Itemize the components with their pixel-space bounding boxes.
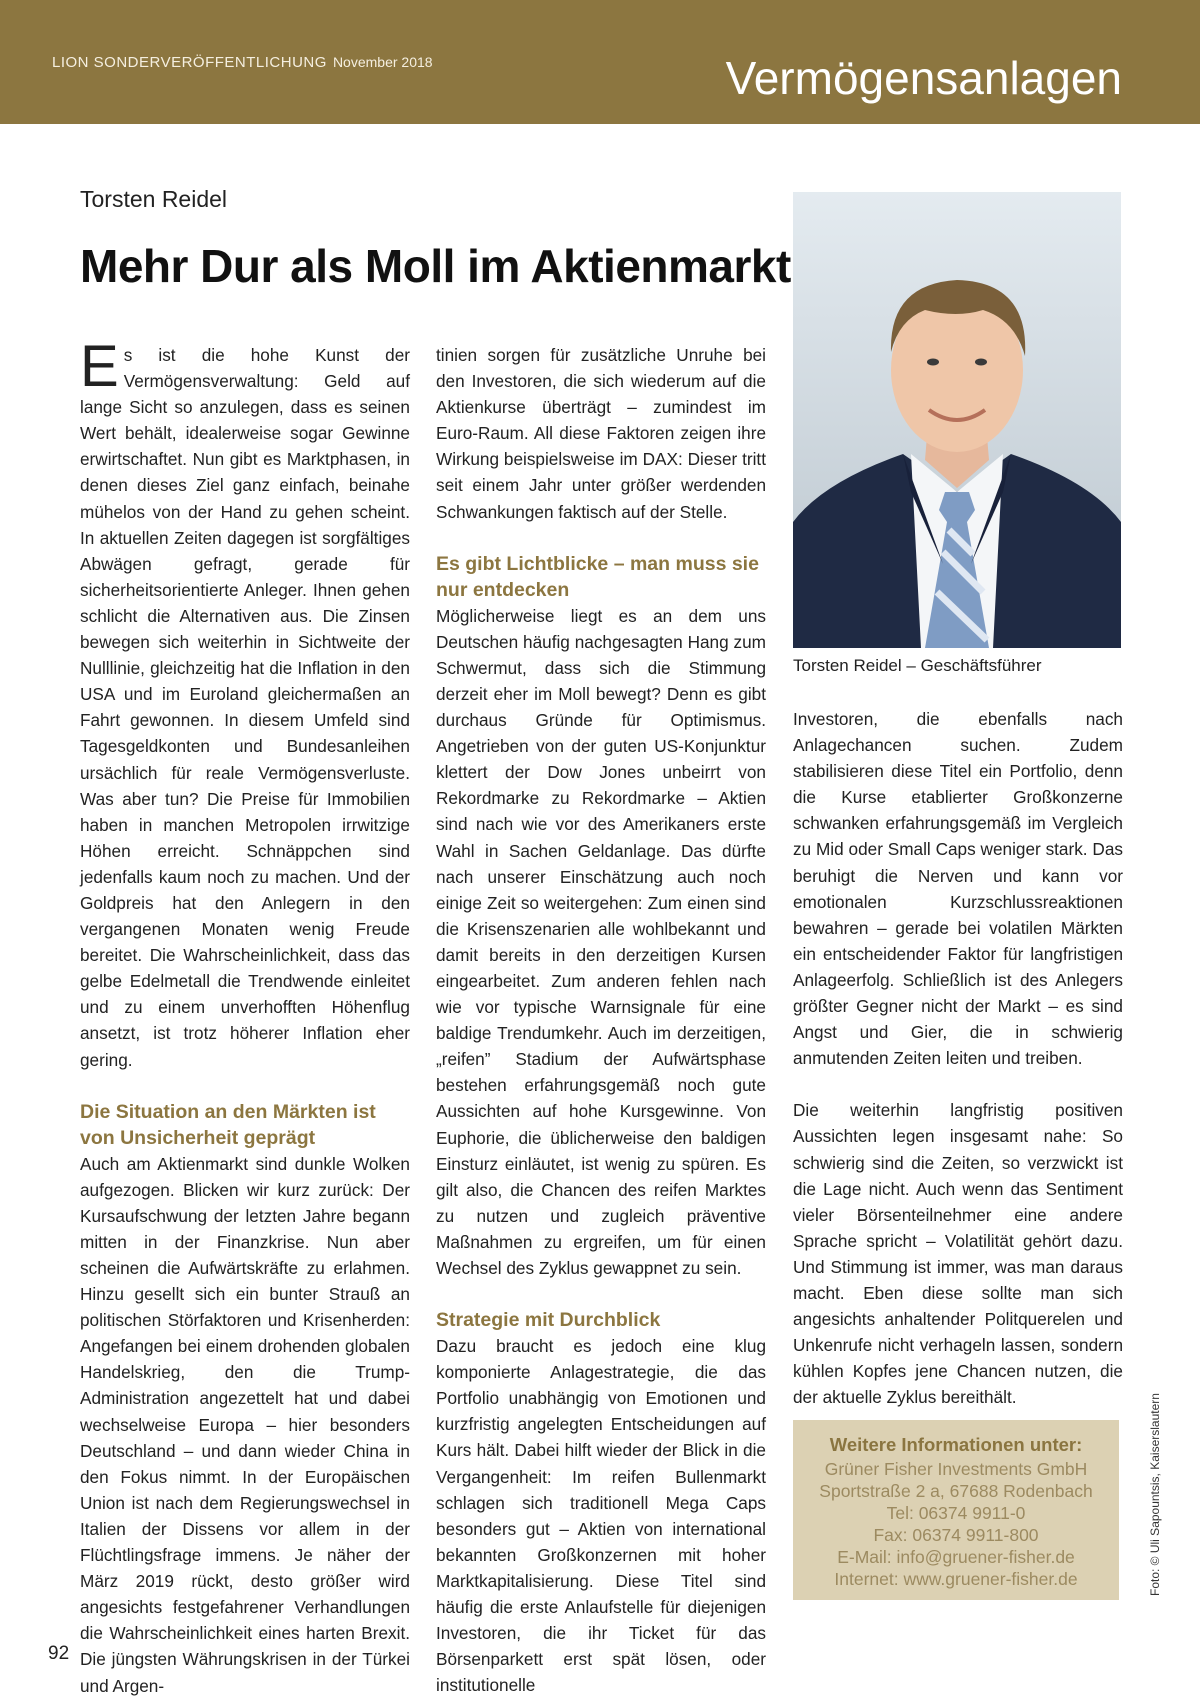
section-title: Vermögensanlagen <box>725 52 1122 104</box>
drop-cap: E <box>80 334 119 399</box>
paragraph-text: s ist die hohe Kunst der Vermögensverwaltung: Geld auf lange Sicht so anzulegen, dass es seinen Wert behält, idealerweise sogar Gewinne erwirtschaftet. Nun gibt es Marktphasen, in denen dieses Ziel ganz einfach, beinahe mühelos von der Hand zu gehen scheint. In aktuellen Zeiten dagegen ist sorgfältiges Abwägen gefragt, gerade für sicherheitsorientierte Anleger. Ihnen gehen schlicht die Alternativen aus. Die Zinsen bewegen sich weiterhin in Sichtweite der Nulllinie, gleichzeitig hat die Inflation in den USA und im Euroland gleichermaßen an Fahrt gewonnen. In diesem Umfeld sind Tagesgeldkonten und Bundesanleihen ursächlich für reale Vermögensverluste. Was aber tun? Die Preise für Immobilien haben in manchen Metropolen irrwitzige Höhen erreicht. Schnäppchen sind jedenfalls kaum noch zu machen. Und der Goldpreis hat den Anlegern in den vergangenen Monaten wenig Freude bereitet. Die Wahrscheinlichkeit, dass das gelbe Edelmetall die Trendwende einleitet und zu einem unverhofften Höhenflug ansetzt, ist trotz höherer Inflation eher gering. <box>80 345 410 1070</box>
info-email[interactable]: E-Mail: info@gruener-fisher.de <box>837 1547 1075 1567</box>
headline: Mehr Dur als Moll im Aktienmarkt <box>80 240 791 292</box>
photo-credit: Foto: © Uli Sapountsis, Kaiserslautern <box>1148 1393 1162 1596</box>
column-1 <box>80 334 410 1699</box>
issue-date: November 2018 <box>332 54 433 70</box>
publication-line <box>52 54 433 71</box>
portrait-illustration <box>793 192 1121 648</box>
info-address: Sportstraße 2 a, 67688 Rodenbach <box>819 1481 1093 1501</box>
subheading: Die Situation an den Märkten ist von Unsicherheit geprägt <box>80 1100 376 1149</box>
paragraph <box>80 334 410 1073</box>
page-number: 92 <box>48 1643 70 1664</box>
paragraph: tinien sorgen für zusätzliche Unruhe bei den Investoren, die sich wiederum auf die Aktienkurse überträgt – zumindest im Euro-Raum. All diese Faktoren zeigen ihre Wirkung beispielsweise im DAX: Dieser tritt seit einem Jahr unter größer werdenden Schwankungen faktisch auf der Stelle. <box>436 345 766 522</box>
header-band <box>0 0 1200 124</box>
author-name: Torsten Reidel <box>80 186 228 212</box>
paragraph: Auch am Aktienmarkt sind dunkle Wolken aufgezogen. Blicken wir kurz zurück: Der Kursaufschwung der letzten Jahre begann mitten in der Finanzkrise. Nun aber scheinen die Aufwärtskräfte zu erlahmen. Hinzu gesellt sich ein bunter Strauß an politischen Störfaktoren und Krisenherden: Angefangen bei einem drohenden globalen Handelskrieg, den die Trump-Administration angezettelt hat und dabei wechselweise Europa – hier besonders Deutschland – und dann wieder China in den Fokus nimmt. In der Europäischen Union ist nach dem Regierungswechsel in Italien der Dissens vor allem in der Flüchtlingsfrage immens. Je näher der März 2019 rückt, desto größer wird angesichts festgefahrener Verhandlungen die Wahrscheinlichkeit eines harten Brexit. Die jüngsten Währungskrisen in der Türkei und Argen- <box>80 1153 410 1696</box>
info-company: Grüner Fisher Investments GmbH <box>824 1459 1088 1479</box>
column-3 <box>793 706 1123 1410</box>
paragraph: Investoren, die ebenfalls nach Anlagechancen suchen. Zudem stabilisieren diese Titel ein Portfolio, denn die Kurse etablierter Großkonzerne schwanken erfahrungsgemäß im Vergleich zu Mid oder Small Caps weniger stark. Das beruhigt die Nerven und kann vor emotionalen Kurzschlussreaktionen bewahren – gerade bei volatilen Märkten ein entscheidender Faktor für langfristigen Anlageerfolg. Schließlich ist des Anlegers größter Gegner nicht der Markt – es sind Angst und Gier, die in schwierig anmutenden Zeiten leiten und treiben. <box>793 709 1123 1069</box>
paragraph: Möglicherweise liegt es an dem uns Deutschen häufig nachgesagten Hang zum Schwermut, dass sich die Stimmung derzeit eher im Moll bewegt? Denn es gibt durchaus Gründe für Optimismus. Angetrieben von der guten US-Konjunktur klettert der Dow Jones unbeirrt von Rekordmarke zu Rekordmarke – Aktien sind nach wie vor des Amerikaners erste Wahl in Sachen Geldanlage. Das dürfte nach unserer Einschätzung auch noch einige Zeit so weitergehen: Zum einen sind die Krisenszenarien alle wohlbekannt und damit bereits in den derzeitigen Kursen eingearbeitet. Zum anderen fehlen nach wie vor typische Warnsignale für eine baldige Trendumkehr. Auch im derzeitigen, „reifen” Stadium der Aufwärtsphase bestehen erfahrungsgemäß noch gute Aussichten auf hohe Kursgewinne. Von Euphorie, die üblicherweise den baldigen Einsturz einläutet, ist wenig zu spüren. Es gilt also, die Chancen des reifen Marktes zu nutzen und zugleich präventive Maßnahmen zu ergreifen, um für einen Wechsel des Zyklus gewappnet zu sein. <box>436 605 766 1278</box>
subheading: Es gibt Lichtblicke – man muss sie nur entdecken <box>436 552 759 601</box>
paragraph: Dazu braucht es jedoch eine klug komponierte Anlagestrategie, die das Portfolio unabhängig von Emotionen und kurzfristig angelegten Entscheidungen auf Kurs hält. Dabei hilft wieder der Blick in die Vergangenheit: Im reifen Bullenmarkt schlagen sich traditionell Mega Caps besonders gut – Aktien von international bekannten Großkonzernen mit hoher Marktkapitalisierung. Diese Titel sind häufig die erste Anlaufstelle für diejenigen Investoren, die ihr Ticket für das Börsenparkett erst spät lösen, oder institutionelle <box>436 1336 766 1696</box>
info-website[interactable]: Internet: www.gruener-fisher.de <box>834 1569 1078 1589</box>
photo-caption: Torsten Reidel – Geschäftsführer <box>793 656 1042 675</box>
info-tel: Tel: 06374 9911-0 <box>886 1503 1026 1523</box>
info-box <box>793 1420 1119 1600</box>
portrait-photo <box>793 192 1121 648</box>
subheading: Strategie mit Durchblick <box>436 1309 661 1332</box>
publication-name: LION SONDERVERÖFFENTLICHUNG <box>52 54 327 71</box>
info-fax: Fax: 06374 9911-800 <box>873 1525 1039 1545</box>
column-2 <box>436 342 766 1698</box>
paragraph: Die weiterhin langfristig positiven Aussichten legen insgesamt nahe: So schwierig sind die Zeiten, so verzwickt ist die Lage nicht. Auch wenn das Sentiment vieler Börsenteilnehmer eine andere Sprache spricht – Volatilität gehört dazu. Und Stimmung ist immer, was man daraus macht. Eben diese sollte man sich angesichts anhaltender Politquerelen und Unkenrufe nicht verhageln lassen, sondern kühlen Kopfes jene Chancen nutzen, die der aktuelle Zyklus bereithält. <box>793 1100 1123 1408</box>
info-title: Weitere Informationen unter: <box>829 1434 1083 1455</box>
